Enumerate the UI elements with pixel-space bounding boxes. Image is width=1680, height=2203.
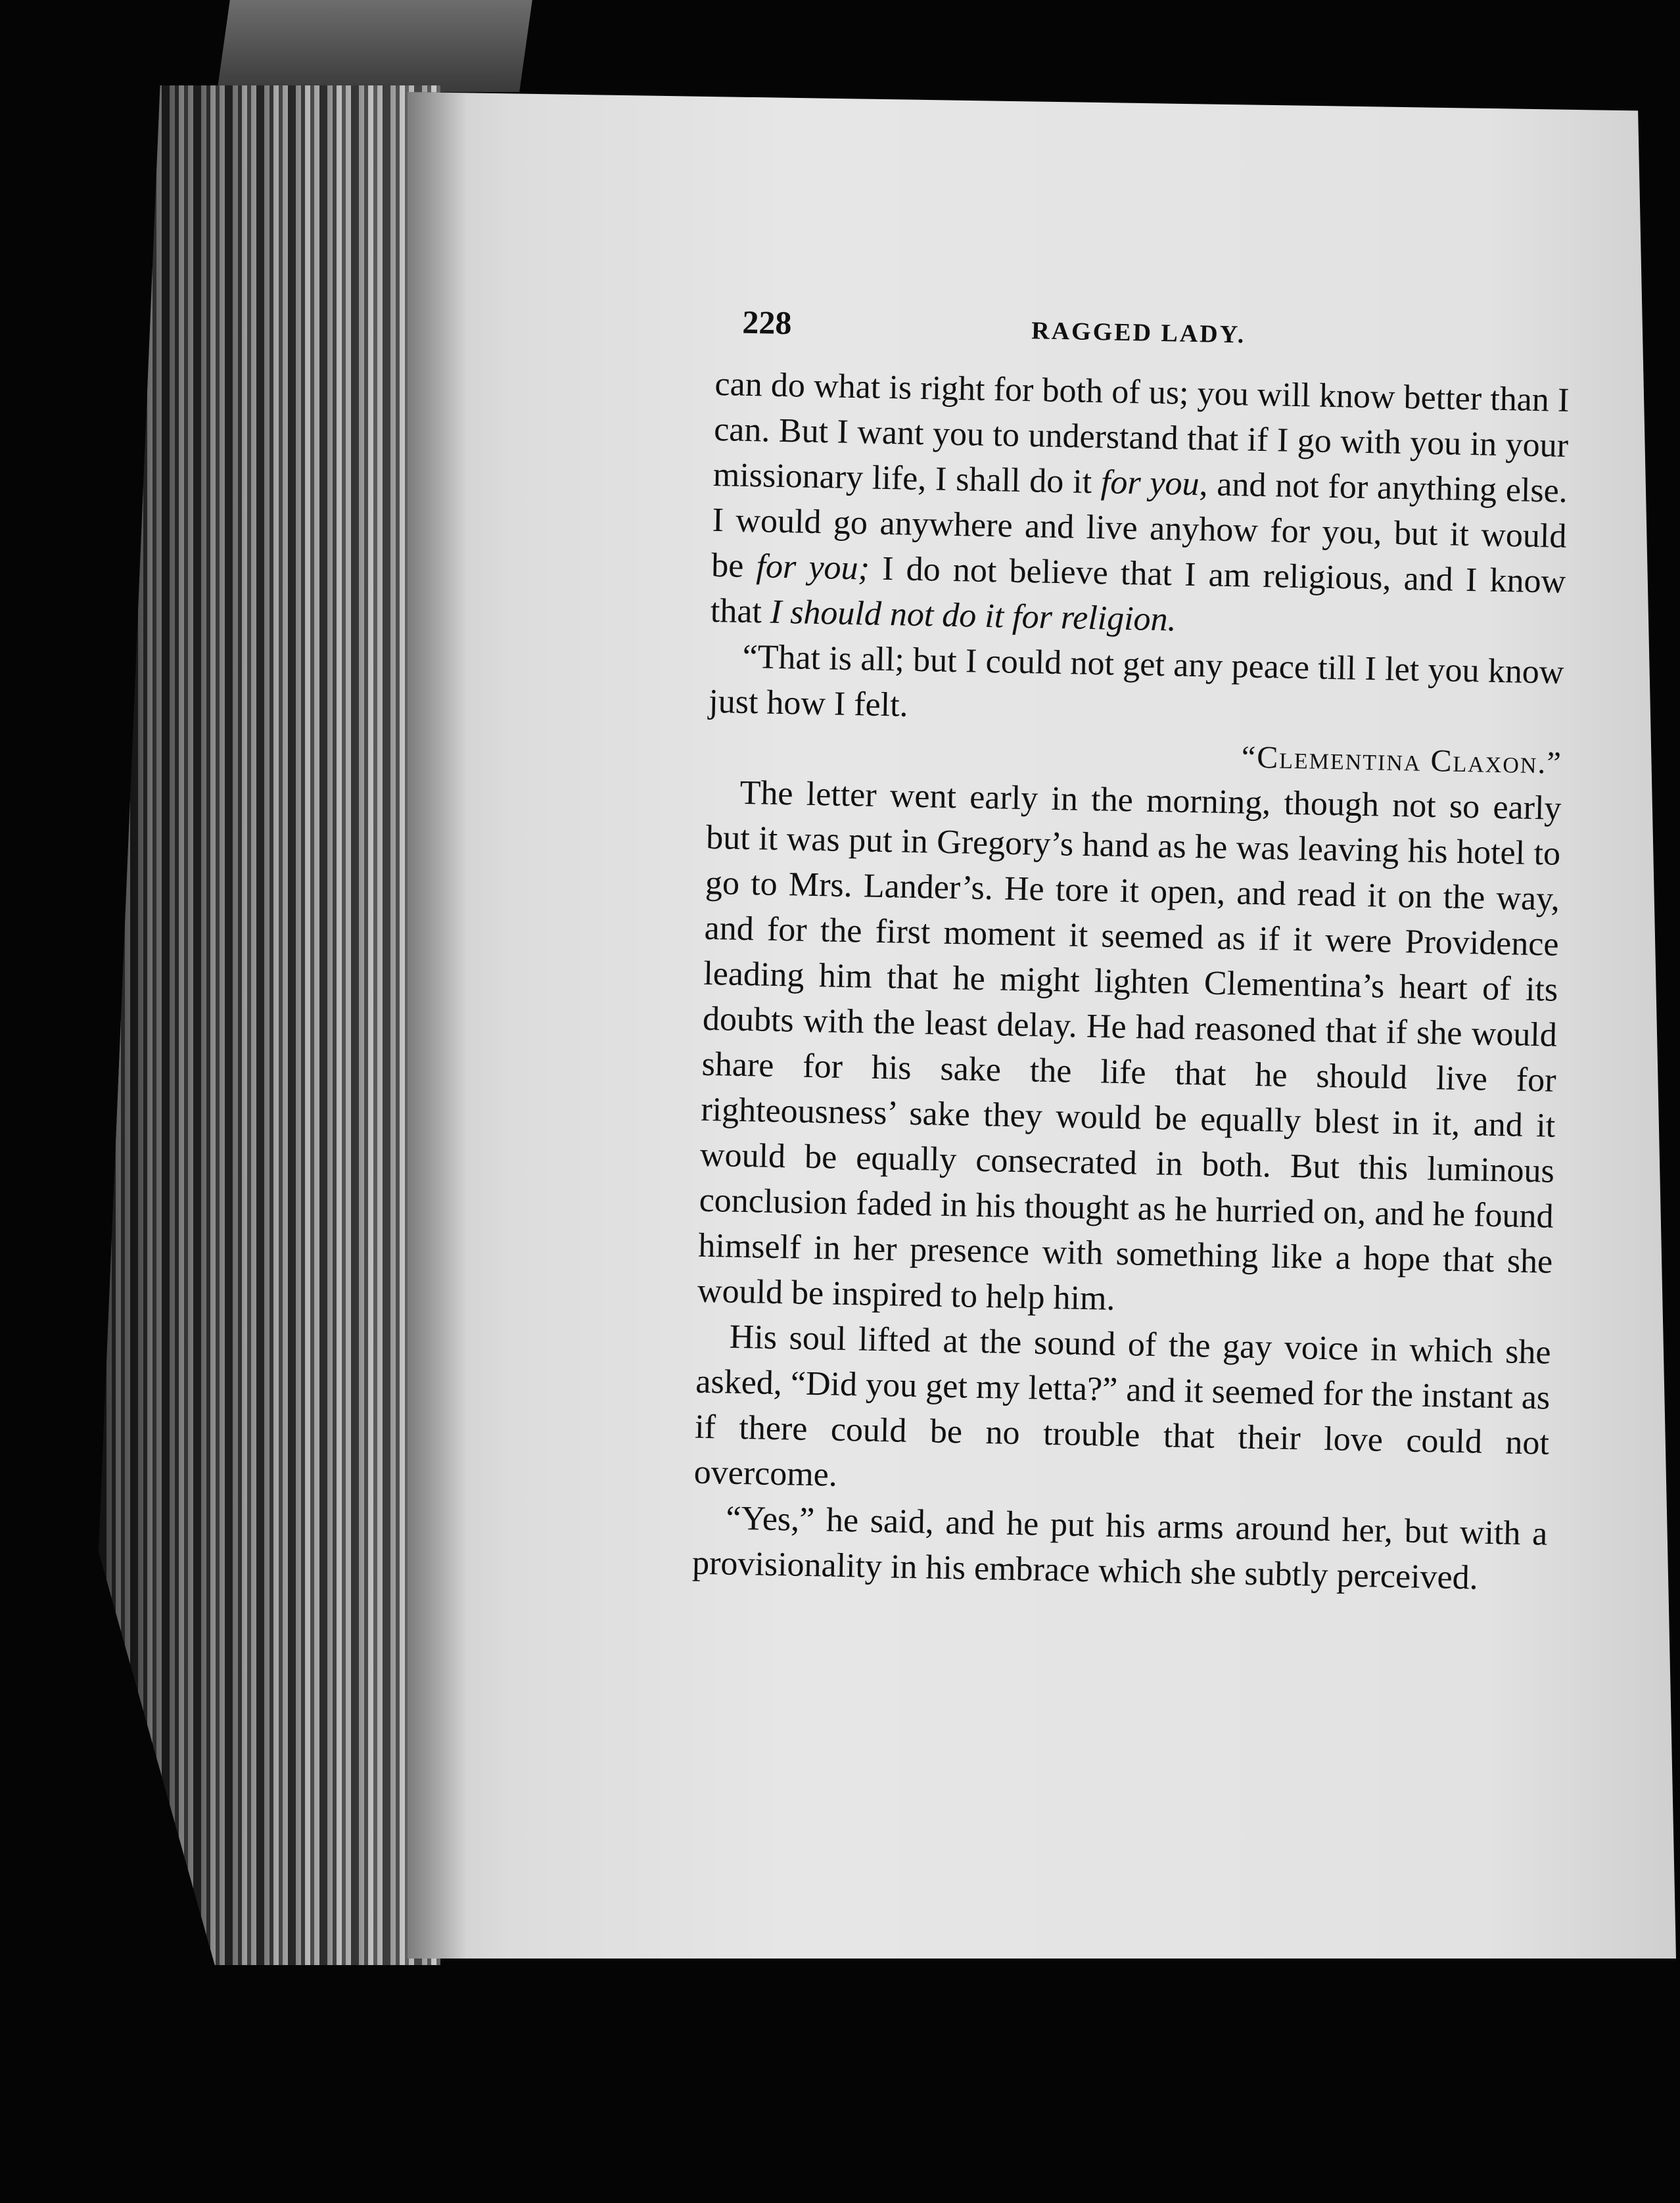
paragraph-1 <box>710 361 1570 650</box>
p1-text-3: I do not believe that I am religious, and I know that <box>710 549 1566 631</box>
page-text <box>692 302 1571 1602</box>
gutter-shadow <box>408 92 467 1959</box>
p1-text-1: can do what is right for both of us; you will know better than I can. But I want you to understand that if I go with you in your missionary life, I shall do it <box>712 365 1570 501</box>
paragraph-2: “That is all; but I could not get any peace till I let you know just how I felt. <box>708 638 1564 724</box>
p1-italic-2: for you; <box>756 547 870 588</box>
book-cover-edge <box>217 0 532 92</box>
page-edges <box>99 85 440 1965</box>
p1-italic-1: for you <box>1100 463 1200 503</box>
paragraph-5: “Yes,” he said, and he put his arms around her, but with a provisionality in his embrace which she subtly perceived. <box>691 1499 1548 1597</box>
p1-italic-3: I should not do it for religion. <box>770 593 1177 639</box>
paragraph-3: The letter went early in the morning, though not so early but it was put in Gregory’s hand as he was leaving his hotel to go to Mrs. Lander’s. He tore it open, and read it on the way, and for the first moment it seemed as if it were Providence leading him that he might lighten Clementina’s heart of its doubts with the least delay. He had reasoned that if she would share for his sake the life that he should live for righteousness’ sake they would be equally blest in it, and it would be equally consecrated in both. But this luminous conclusion faded in his thought as he hurried on, and he found himself in her presence with something like a hope that she would be inspired to help him. <box>697 774 1562 1318</box>
paragraph-4: His soul lifted at the sound of the gay voice in which she asked, “Did you get my letta?” and it seemed for the instant as if there could be no trouble that their love could not overcome. <box>693 1318 1552 1494</box>
letter-signature: “Clementina Claxon.” <box>1241 739 1563 781</box>
page-number: 228 <box>741 303 792 342</box>
p1-text-2: , and not for anything else. I would go anywhere and live anyhow for you, but it would be <box>711 465 1568 586</box>
running-title: RAGGED LADY. <box>1031 317 1246 349</box>
